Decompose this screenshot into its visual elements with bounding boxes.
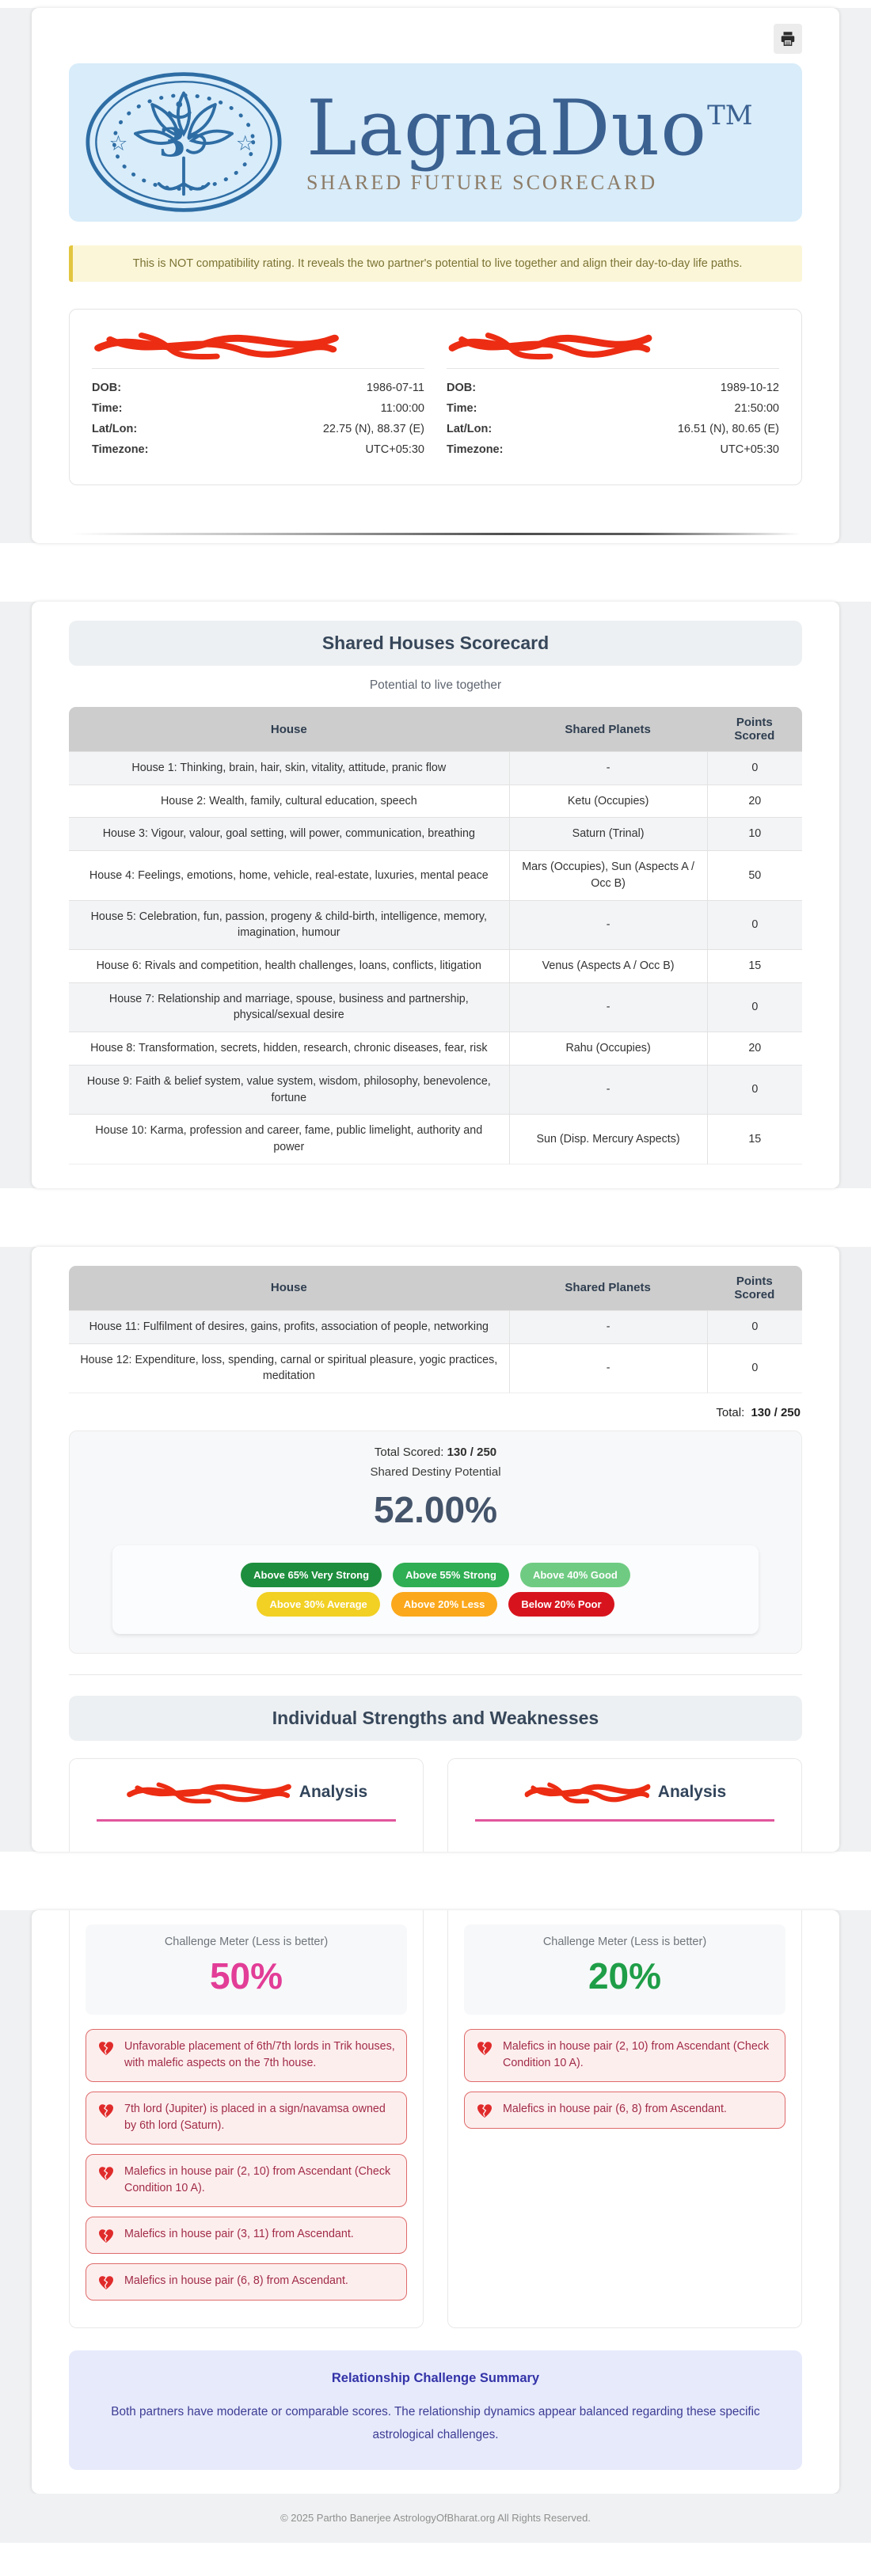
house-cell: House 8: Transformation, secrets, hidden, research, chronic diseases, fear, risk xyxy=(69,1032,509,1065)
house-cell: House 6: Rivals and competition, health challenges, loans, conflicts, litigation xyxy=(69,949,509,982)
points-cell: 10 xyxy=(707,817,802,850)
info-row xyxy=(92,402,424,415)
broken-heart-icon xyxy=(97,2164,115,2182)
challenge-item xyxy=(86,2029,407,2082)
table-row xyxy=(69,1032,802,1065)
challenge-text: Unfavorable placement of 6th/7th lords in Trik houses, with malefic aspects on the 7th house. xyxy=(124,2039,395,2070)
challenge-grid xyxy=(69,1910,802,2328)
challenge-item xyxy=(86,2217,407,2254)
page-1-wrapper xyxy=(0,8,871,543)
info-row xyxy=(447,423,779,435)
brand-text xyxy=(306,84,753,195)
section-divider xyxy=(70,533,801,535)
info-label: DOB: xyxy=(447,382,477,394)
analysis-grid xyxy=(69,1758,802,1852)
legend-pill: Above 40% Good xyxy=(520,1563,630,1587)
partner-1-info xyxy=(92,382,424,456)
challenge-item xyxy=(464,2092,785,2129)
challenge-meter xyxy=(86,1924,407,2015)
copyright-text: © 2025 Partho Banerjee AstrologyOfBharat.org All Rights Reserved. xyxy=(280,2512,591,2525)
points-cell: 0 xyxy=(707,982,802,1032)
legend-row-1 xyxy=(120,1563,751,1587)
info-value: 1989-10-12 xyxy=(720,382,779,394)
challenge-item xyxy=(464,2029,785,2082)
legend-pill: Below 20% Poor xyxy=(508,1592,614,1617)
individual-title: Individual Strengths and Weaknesses xyxy=(69,1696,802,1741)
planets-cell: Mars (Occupies), Sun (Aspects A / Occ B) xyxy=(509,850,707,899)
planets-cell: - xyxy=(509,751,707,785)
legend-pill: Above 55% Strong xyxy=(393,1563,509,1587)
table-row xyxy=(69,1114,802,1164)
house-cell: House 10: Karma, profession and career, fame, public limelight, authority and power xyxy=(69,1114,509,1164)
house-cell: House 12: Expenditure, loss, spending, carnal or spiritual pleasure, yogic practices, meditation xyxy=(69,1343,509,1393)
footer xyxy=(0,2494,871,2543)
partner-2-analysis-card xyxy=(447,1758,802,1852)
meter-percent: 20% xyxy=(588,1955,662,1997)
challenge-text: Malefics in house pair (6, 8) from Ascendant. xyxy=(503,2102,727,2115)
column-header-points: Points Scored xyxy=(707,707,802,751)
planets-cell: Sun (Disp. Mercury Aspects) xyxy=(509,1114,707,1164)
challenge-text: Malefics in house pair (6, 8) from Ascendant. xyxy=(124,2274,348,2287)
houses-table-header xyxy=(69,707,802,751)
column-header-points: Points Scored xyxy=(707,1266,802,1310)
info-label: Timezone: xyxy=(447,443,504,456)
total-scored-line xyxy=(86,1446,785,1459)
info-row xyxy=(92,423,424,435)
legend-pill: Above 20% Less xyxy=(391,1592,498,1617)
logo-banner xyxy=(69,63,802,222)
planets-cell: Saturn (Trinal) xyxy=(509,817,707,850)
challenge-item xyxy=(86,2154,407,2207)
column-header-house: House xyxy=(69,707,509,751)
title-underline xyxy=(475,1819,774,1822)
planets-cell: Rahu (Occupies) xyxy=(509,1032,707,1065)
legend-pill: Above 65% Very Strong xyxy=(241,1563,382,1587)
svg-text:3: 3 xyxy=(158,119,186,166)
houses-table-header xyxy=(69,1266,802,1310)
challenge-text: Malefics in house pair (2, 10) from Ascendant (Check Condition 10 A). xyxy=(124,2164,391,2195)
info-value: 11:00:00 xyxy=(380,402,424,415)
table-row xyxy=(69,1310,802,1343)
planets-cell: - xyxy=(509,1310,707,1343)
planets-cell: - xyxy=(509,982,707,1032)
house-cell: House 9: Faith & belief system, value system, wisdom, philosophy, benevolence, fortune xyxy=(69,1065,509,1114)
column-header-planets: Shared Planets xyxy=(509,707,707,751)
info-value: UTC+05:30 xyxy=(720,443,779,456)
total-scored-value: 130 / 250 xyxy=(447,1445,497,1459)
brand-title: LagnaDuo™ xyxy=(306,84,753,173)
partners-card xyxy=(69,309,802,485)
planets-cell: Ketu (Occupies) xyxy=(509,785,707,818)
column-header-planets: Shared Planets xyxy=(509,1266,707,1310)
total-scored-label: Total Scored: xyxy=(374,1445,444,1459)
info-label: Lat/Lon: xyxy=(92,423,138,435)
redacted-name-scribble xyxy=(447,327,654,363)
challenge-meter xyxy=(464,1924,785,2015)
print-button[interactable] xyxy=(774,24,802,54)
points-cell: 0 xyxy=(707,751,802,785)
meter-label: Challenge Meter (Less is better) xyxy=(542,1935,707,1948)
report-header-page xyxy=(32,8,839,543)
legend-pill: Above 30% Average xyxy=(257,1592,379,1617)
info-label: DOB: xyxy=(92,382,122,394)
destiny-summary-card xyxy=(69,1430,802,1654)
table-row xyxy=(69,900,802,949)
analysis-title xyxy=(466,1778,784,1807)
brand-subtitle: SHARED FUTURE SCORECARD xyxy=(306,171,658,194)
score-summary-page xyxy=(32,1247,839,1852)
svg-text:☆: ☆ xyxy=(235,131,255,157)
info-label: Time: xyxy=(447,402,477,415)
title-underline xyxy=(97,1819,396,1822)
redacted-name-scribble xyxy=(125,1778,293,1807)
table-row xyxy=(69,1065,802,1114)
page-4-wrapper xyxy=(0,1910,871,2494)
info-row xyxy=(447,443,779,456)
redacted-name-scribble xyxy=(523,1778,652,1807)
points-cell: 50 xyxy=(707,850,802,899)
house-cell: House 5: Celebration, fun, passion, progeny & child-birth, intelligence, memory, imagination, humour xyxy=(69,900,509,949)
houses-table-2 xyxy=(69,1266,802,1393)
info-value: 21:50:00 xyxy=(734,402,779,415)
broken-heart-icon xyxy=(97,2274,115,2291)
broken-heart-icon xyxy=(97,2102,115,2119)
partner-column-2 xyxy=(447,329,779,464)
summary-title: Relationship Challenge Summary xyxy=(331,2370,540,2385)
analysis-title xyxy=(87,1778,405,1807)
planets-cell: - xyxy=(509,1065,707,1114)
challenge-list xyxy=(464,2029,785,2129)
partner-1-name xyxy=(92,329,424,362)
houses-table-1-body xyxy=(69,751,802,1165)
table-row xyxy=(69,751,802,785)
house-cell: House 7: Relationship and marriage, spouse, business and partnership, physical/sexual desire xyxy=(69,982,509,1032)
partner-2-challenge-card xyxy=(447,1910,802,2328)
name-divider xyxy=(92,368,424,369)
broken-heart-icon xyxy=(476,2102,493,2119)
printer-icon xyxy=(779,30,797,47)
page-2-wrapper xyxy=(0,602,871,1188)
points-cell: 0 xyxy=(707,1310,802,1343)
disclaimer-notice: This is NOT compatibility rating. It reveals the two partner's potential to live together and align their day-to-day life paths. xyxy=(69,245,802,282)
table-row xyxy=(69,982,802,1032)
shared-houses-title: Shared Houses Scorecard xyxy=(69,621,802,666)
horizontal-divider xyxy=(69,1674,802,1675)
shared-houses-page xyxy=(32,602,839,1188)
house-cell: House 4: Feelings, emotions, home, vehicle, real-estate, luxuries, mental peace xyxy=(69,850,509,899)
house-cell: House 11: Fulfilment of desires, gains, profits, association of people, networking xyxy=(69,1310,509,1343)
points-cell: 15 xyxy=(707,949,802,982)
table-total xyxy=(70,1406,801,1419)
challenge-text: 7th lord (Jupiter) is placed in a sign/navamsa owned by 6th lord (Saturn). xyxy=(124,2102,386,2133)
svg-text:☆: ☆ xyxy=(108,131,128,157)
summary-body: Both partners have moderate or comparable scores. The relationship dynamics appear balanced regarding these specific astrological challenges. xyxy=(111,2404,760,2441)
destiny-percent: 52.00% xyxy=(373,1488,497,1530)
om-lotus-logo-icon xyxy=(82,69,286,216)
table-row xyxy=(69,850,802,899)
info-value: 16.51 (N), 80.65 (E) xyxy=(677,423,779,435)
info-value: UTC+05:30 xyxy=(365,443,424,456)
analysis-title-suffix: Analysis xyxy=(657,1782,727,1801)
total-label: Total: xyxy=(716,1405,745,1419)
planets-cell: Venus (Aspects A / Occ B) xyxy=(509,949,707,982)
challenge-page xyxy=(32,1910,839,2494)
meter-percent: 50% xyxy=(209,1955,283,1997)
info-row xyxy=(92,382,424,394)
points-cell: 15 xyxy=(707,1114,802,1164)
legend-row-2 xyxy=(120,1592,751,1617)
score-legend xyxy=(112,1545,759,1634)
partner-column-1 xyxy=(92,329,424,464)
challenge-text: Malefics in house pair (2, 10) from Ascendant (Check Condition 10 A). xyxy=(503,2039,770,2070)
print-row xyxy=(69,8,802,54)
table-row xyxy=(69,949,802,982)
table-row xyxy=(69,817,802,850)
challenge-text: Malefics in house pair (3, 11) from Ascendant. xyxy=(124,2227,354,2240)
page-3-wrapper xyxy=(0,1247,871,1852)
points-cell: 0 xyxy=(707,900,802,949)
info-label: Timezone: xyxy=(92,443,149,456)
info-label: Lat/Lon: xyxy=(447,423,493,435)
houses-table-2-body xyxy=(69,1310,802,1393)
relationship-challenge-summary xyxy=(69,2350,802,2470)
house-cell: House 2: Wealth, family, cultural education, speech xyxy=(69,785,509,818)
houses-table-1 xyxy=(69,707,802,1165)
total-value: 130 / 250 xyxy=(751,1405,801,1419)
challenge-list xyxy=(86,2029,407,2301)
info-value: 1986-07-11 xyxy=(366,382,424,394)
planets-cell: - xyxy=(509,900,707,949)
partner-1-analysis-card xyxy=(69,1758,424,1852)
points-cell: 0 xyxy=(707,1343,802,1393)
info-value: 22.75 (N), 88.37 (E) xyxy=(322,423,424,435)
table-row xyxy=(69,1343,802,1393)
info-row xyxy=(92,443,424,456)
partner-2-name xyxy=(447,329,779,362)
trademark-symbol: TM xyxy=(707,100,753,131)
shared-houses-subtitle: Potential to live together xyxy=(369,678,502,692)
column-header-house: House xyxy=(69,1266,509,1310)
points-cell: 0 xyxy=(707,1065,802,1114)
partner-2-info xyxy=(447,382,779,456)
potential-label: Shared Destiny Potential xyxy=(370,1465,501,1479)
table-row xyxy=(69,785,802,818)
partner-1-challenge-card xyxy=(69,1910,424,2328)
analysis-title-suffix: Analysis xyxy=(299,1782,368,1801)
info-row xyxy=(447,402,779,415)
challenge-item xyxy=(86,2263,407,2301)
broken-heart-icon xyxy=(97,2039,115,2057)
challenge-item xyxy=(86,2092,407,2145)
name-divider xyxy=(447,368,779,369)
points-cell: 20 xyxy=(707,785,802,818)
broken-heart-icon xyxy=(476,2039,493,2057)
house-cell: House 1: Thinking, brain, hair, skin, vitality, attitude, pranic flow xyxy=(69,751,509,785)
points-cell: 20 xyxy=(707,1032,802,1065)
info-row xyxy=(447,382,779,394)
redacted-name-scribble xyxy=(92,327,341,363)
house-cell: House 3: Vigour, valour, goal setting, will power, communication, breathing xyxy=(69,817,509,850)
broken-heart-icon xyxy=(97,2227,115,2244)
meter-label: Challenge Meter (Less is better) xyxy=(164,1935,329,1948)
info-label: Time: xyxy=(92,402,123,415)
planets-cell: - xyxy=(509,1343,707,1393)
